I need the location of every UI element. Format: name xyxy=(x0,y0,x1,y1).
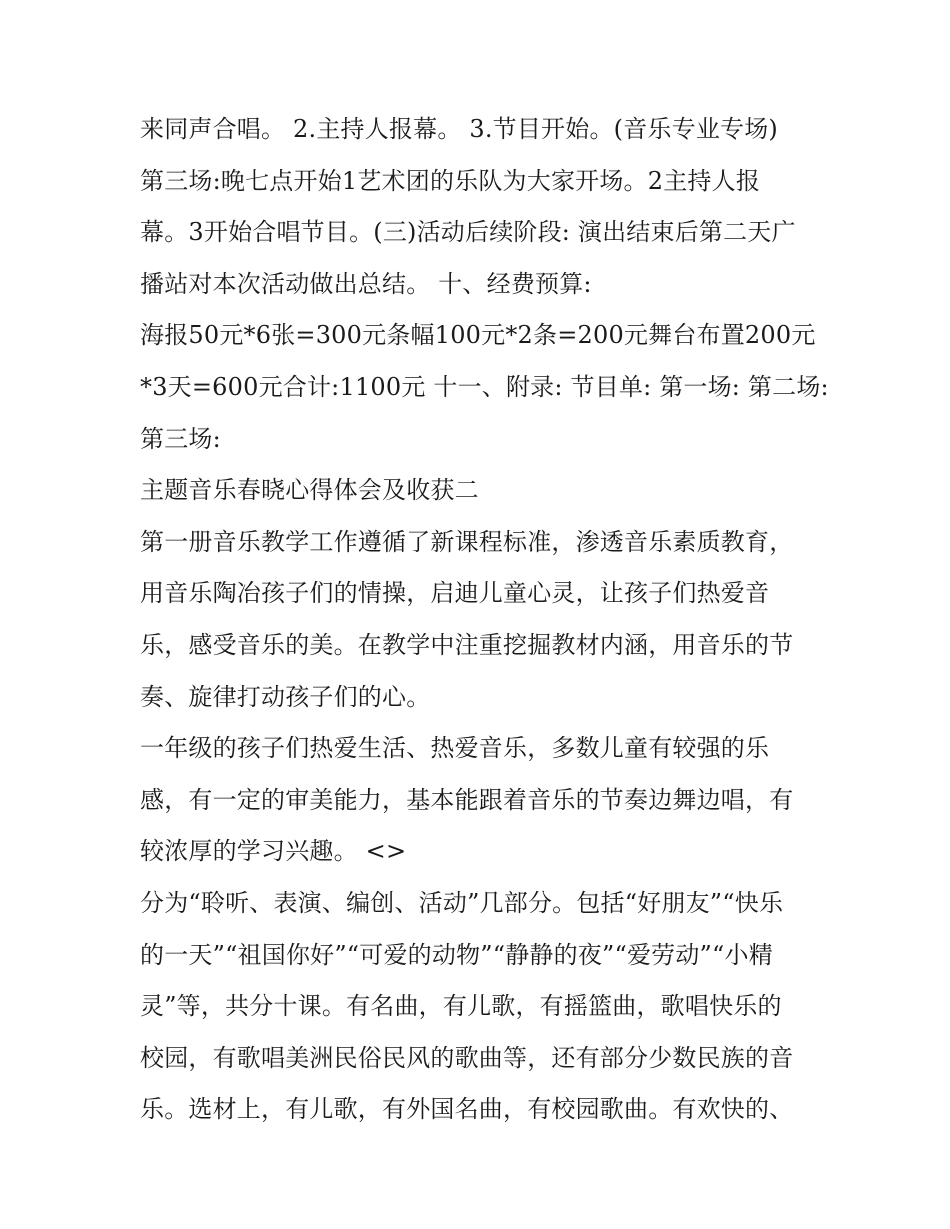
text-line: 幕。3开始合唱节目。(三)活动后续阶段: 演出结束后第二天广 xyxy=(140,218,796,247)
text-line: *3天=600元合计:1100元 十一、附录: 节目单: 第一场: 第二场: xyxy=(140,372,829,401)
text-line: 乐，感受音乐的美。在教学中注重挖掘教材内涵，用音乐的节 xyxy=(140,630,794,659)
text-line: 用音乐陶冶孩子们的情操，启迪儿童心灵，让孩子们热爱音 xyxy=(140,579,770,608)
text-line: 一年级的孩子们热爱生活、热爱音乐，多数儿童有较强的乐 xyxy=(140,734,770,763)
text-line: 来同声合唱。 2.主持人报幕。 3.节目开始。(音乐专业专场) xyxy=(140,115,778,143)
text-line: 第一册音乐教学工作遵循了新课程标准，渗透音乐素质教育， xyxy=(140,527,794,556)
text-line: 乐。选材上，有儿歌，有外国名曲，有校园歌曲。有欢快的、 xyxy=(140,1095,794,1124)
text-line: 较浓厚的学习兴趣。 <> xyxy=(140,837,407,866)
text-line: 奏、旋律打动孩子们的心。 xyxy=(140,682,431,711)
document-body xyxy=(140,104,829,1136)
text-line: 第三场: xyxy=(140,424,221,453)
section-title: 主题音乐春晓心得体会及收获二 xyxy=(140,476,479,505)
text-line: 播站对本次活动做出总结。 十、经费预算: xyxy=(140,269,592,298)
text-line: 海报50元*6张=300元条幅100元*2条=200元舞台布置200元 xyxy=(140,321,816,350)
text-line: 灵”等，共分十课。有名曲，有儿歌，有摇篮曲，歌唱快乐的 xyxy=(140,992,782,1021)
text-line: 分为“聆听、表演、编创、活动”几部分。包括“好朋友”“快乐 xyxy=(140,888,784,917)
text-line: 的一天”“祖国你好”“可爱的动物”“静静的夜”“爱劳动”“小精 xyxy=(140,940,773,969)
text-line: 第三场:晚七点开始1艺术团的乐队为大家开场。2主持人报 xyxy=(140,166,761,195)
text-line: 感，有一定的审美能力，基本能跟着音乐的节奏边舞边唱，有 xyxy=(140,785,794,814)
text-line: 校园，有歌唱美洲民俗民风的歌曲等，还有部分少数民族的音 xyxy=(140,1043,794,1072)
